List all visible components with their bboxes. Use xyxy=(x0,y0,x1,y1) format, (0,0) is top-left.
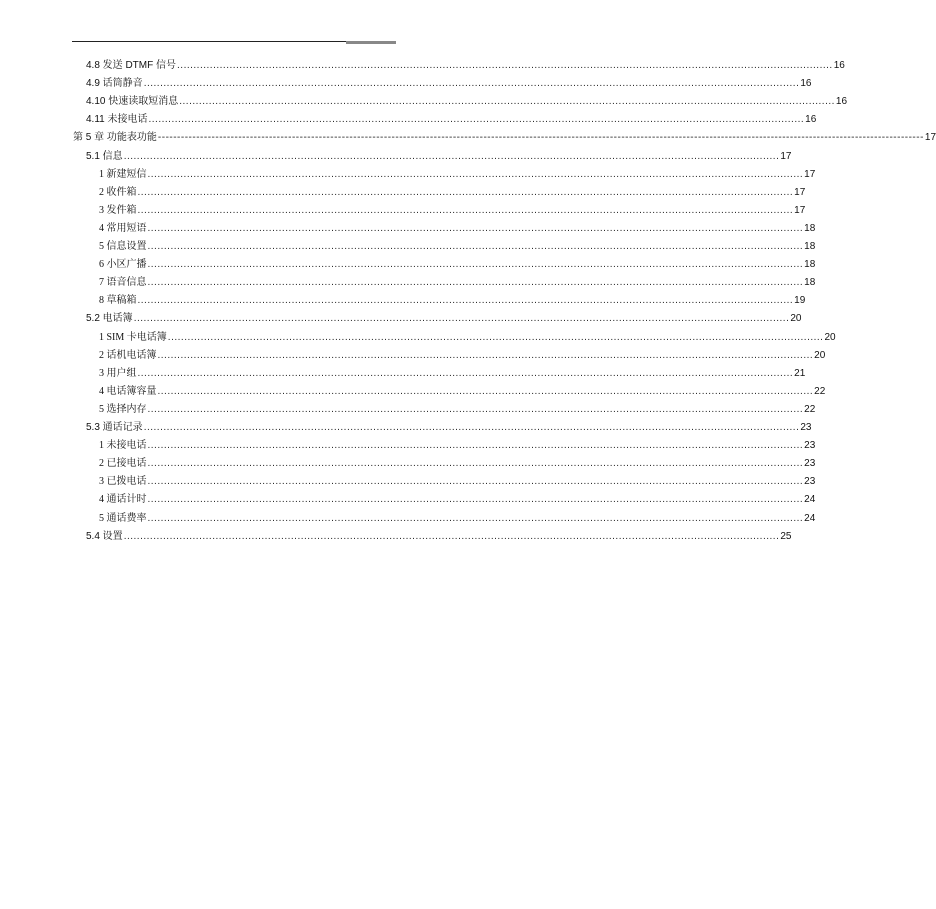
toc-entry-label: 4.11 未接电话 xyxy=(86,114,148,126)
toc-leader: ........................................................................................................................................................................................................ xyxy=(143,422,800,433)
toc-page-number: 16 xyxy=(835,96,848,108)
toc-entry[interactable] xyxy=(86,76,812,92)
toc-entry-label: 5 通话费率 xyxy=(99,512,147,524)
toc-page-number: 20 xyxy=(824,331,836,343)
toc-entry[interactable] xyxy=(99,366,806,382)
toc-page-number: 23 xyxy=(804,458,816,470)
toc-leader: ........................................................................................................................................................................................................ xyxy=(167,331,824,343)
toc-entry-label: 8 草稿箱 xyxy=(99,295,137,307)
toc-entry[interactable] xyxy=(99,511,816,527)
toc-page-number: 17 xyxy=(794,204,806,216)
toc-entry-label: 4 常用短语 xyxy=(99,222,147,234)
toc-entry[interactable] xyxy=(99,239,816,255)
toc-page-number: 18 xyxy=(804,222,816,234)
toc-leader: ........................................................................................................................................................................................................ xyxy=(147,458,804,470)
toc-entry-label: 1 未接电话 xyxy=(99,440,147,452)
toc-leader: ........................................................................................................................................................................................................ xyxy=(147,440,804,452)
toc-entry-label: 5.4 设置 xyxy=(86,530,123,542)
toc-leader: ........................................................................................................................................................................................................ xyxy=(147,403,804,415)
toc-page-number: 16 xyxy=(833,60,845,71)
toc-entry[interactable] xyxy=(99,330,836,346)
toc-entry[interactable] xyxy=(99,293,806,309)
toc-leader: ........................................................................................................................................................................................................ xyxy=(137,204,794,216)
toc-entry[interactable] xyxy=(99,402,816,418)
toc-page-number: 20 xyxy=(790,313,802,325)
toc-leader: ........................................................................................................................................................................................................ xyxy=(133,313,790,325)
toc-page-number: 18 xyxy=(804,259,816,271)
toc-leader: ........................................................................................................................................................................................................ xyxy=(147,241,804,252)
toc-entry[interactable] xyxy=(99,492,816,508)
toc-entry[interactable] xyxy=(99,384,826,400)
toc-leader: ........................................................................................................................................................................................................ xyxy=(147,494,804,506)
toc-entry[interactable] xyxy=(86,94,848,110)
toc-leader: ........................................................................................................................................................................................................ xyxy=(143,78,800,90)
toc-page-number: 22 xyxy=(804,403,816,415)
toc-page-number: 22 xyxy=(814,385,826,397)
toc-leader: ........................................................................................................................................................................................................ xyxy=(147,277,804,289)
toc-leader: ........................................................................................................................................................................................................ xyxy=(147,222,804,234)
header-tab-mark xyxy=(346,41,396,44)
toc-entry-label: 3 用户组 xyxy=(99,367,137,379)
toc-leader: ........................................................................................................................................................................................................ xyxy=(148,114,805,126)
toc-entry[interactable] xyxy=(86,420,812,436)
toc-page-number: 20 xyxy=(814,349,826,361)
toc-page-number: 17 xyxy=(794,186,806,198)
toc-entry[interactable] xyxy=(86,529,792,545)
toc-leader: ........................................................................................................................................................................................................ xyxy=(157,385,814,397)
toc-leader: ........................................................................................................................................................................................................ xyxy=(147,512,804,524)
toc-page-number: 23 xyxy=(804,476,816,488)
toc-entry[interactable] xyxy=(86,112,817,128)
toc-entry-label: 4 电话簿容量 xyxy=(99,385,157,397)
toc-entry-label: 2 话机电话簿 xyxy=(99,349,157,361)
toc-leader: ........................................................................................................................................................................................................ xyxy=(147,476,804,488)
toc-page-number: 16 xyxy=(805,114,817,126)
toc-entry-label: 2 已接电话 xyxy=(99,458,147,470)
toc-entry-label: 5.2 电话簿 xyxy=(86,313,133,325)
toc-entry[interactable] xyxy=(99,456,816,472)
toc-entry[interactable] xyxy=(99,275,816,291)
toc-entry[interactable] xyxy=(86,311,802,327)
toc-page-number: 24 xyxy=(804,494,816,506)
toc-page-number: 25 xyxy=(780,530,792,542)
toc-page-number: 17 xyxy=(924,132,936,144)
toc-entry[interactable] xyxy=(99,203,806,219)
toc-entry-label: 3 发件箱 xyxy=(99,204,137,216)
toc-entry-label: 3 已拨电话 xyxy=(99,476,147,488)
toc-entry-label: 4.9 话筒静音 xyxy=(86,78,143,90)
toc-page-number: 18 xyxy=(804,277,816,289)
toc-leader: ........................................................................................................................................................................................................ xyxy=(123,150,780,162)
toc-entry-label: 4.8 发送 DTMF 信号 xyxy=(86,60,177,71)
toc-entry[interactable] xyxy=(99,257,816,273)
toc-page-number: 23 xyxy=(804,440,816,452)
toc-leader: ........................................................................................................................................................................................................ xyxy=(137,295,794,307)
toc-entry[interactable] xyxy=(99,221,816,237)
toc-page-number: 17 xyxy=(780,150,792,162)
toc-page-number: 18 xyxy=(804,241,816,252)
toc-entry-label: 4 通话计时 xyxy=(99,494,147,506)
toc-leader: ........................................................................................................................................................................................................ xyxy=(137,367,794,379)
toc-entry[interactable] xyxy=(99,167,816,183)
toc-entry[interactable] xyxy=(99,438,816,454)
toc-entry-label: 7 语音信息 xyxy=(99,277,147,289)
toc-entry-label: 5.3 通话记录 xyxy=(86,422,143,433)
toc-page-number: 19 xyxy=(794,295,806,307)
toc-entry-label: 2 收件箱 xyxy=(99,186,137,198)
toc-entry-label: 第 5 章 功能表功能 xyxy=(73,132,157,144)
toc-leader: ........................................................................................................................................................................................................ xyxy=(157,349,814,361)
toc-entry[interactable] xyxy=(86,149,792,165)
toc-leader: ........................................................................................................................................................................................................ xyxy=(179,96,835,108)
toc-leader: ........................................................................................................................................................................................................ xyxy=(147,259,804,271)
toc-leader: ........................................................................................................................................................................................................ xyxy=(177,60,833,71)
toc-entry-label: 1 新建短信 xyxy=(99,168,147,180)
toc-page-number: 17 xyxy=(804,168,816,180)
toc-page-number: 16 xyxy=(800,78,812,90)
toc-entry[interactable] xyxy=(99,185,806,201)
toc-leader: ........................................................................................................................................................................................................ xyxy=(147,168,804,180)
toc-leader: ........................................................................................................................................................................................................ xyxy=(137,186,794,198)
toc-page-number: 23 xyxy=(800,422,812,433)
toc-entry[interactable] xyxy=(73,130,936,146)
toc-entry-label: 5 选择内存 xyxy=(99,403,147,415)
toc-entry-label: 6 小区广播 xyxy=(99,259,147,271)
toc-entry-label: 5 信息设置 xyxy=(99,241,147,252)
toc-page-number: 24 xyxy=(804,512,816,524)
toc-leader: -------------------------------------------------------------------------------------------------------------------------------------------------------------------------------------------------------- xyxy=(157,132,924,144)
toc-entry[interactable] xyxy=(86,58,845,74)
toc-entry-label: 4.10 快速读取短消息 xyxy=(86,96,179,108)
toc-page-number: 21 xyxy=(794,367,806,379)
toc-entry-label: 1 SIM 卡电话簿 xyxy=(99,331,167,343)
toc-entry[interactable] xyxy=(99,348,826,364)
toc-entry-label: 5.1 信息 xyxy=(86,150,123,162)
toc-entry[interactable] xyxy=(99,474,816,490)
toc-leader: ........................................................................................................................................................................................................ xyxy=(123,530,780,542)
